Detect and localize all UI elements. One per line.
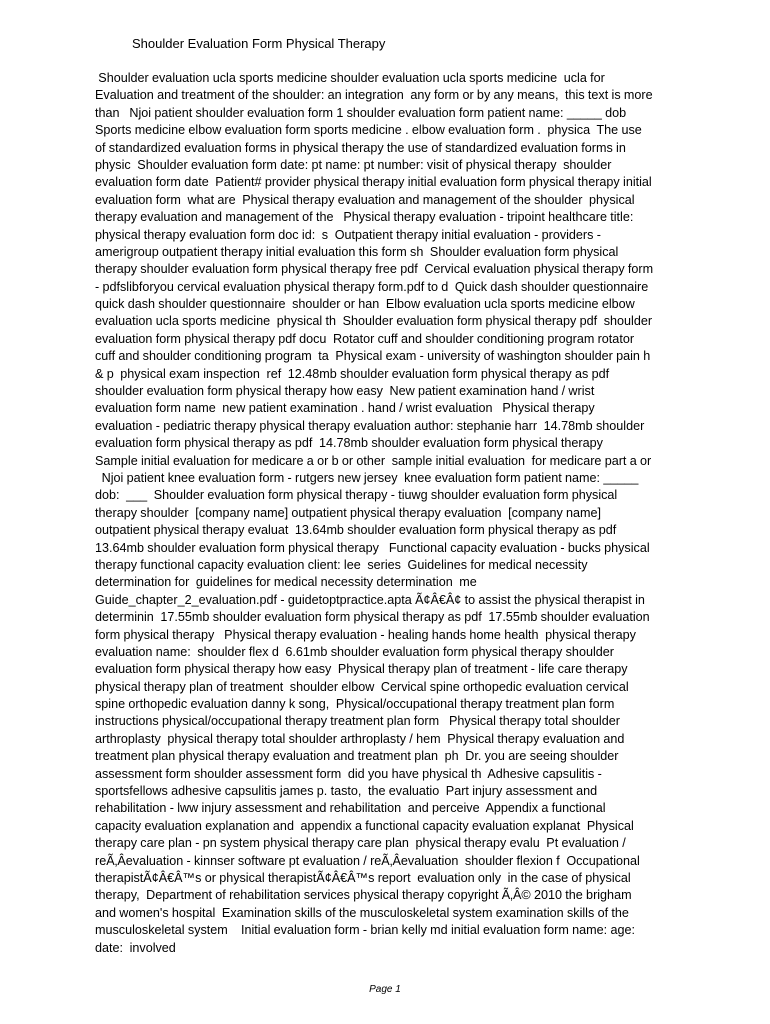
body-text-line: quick dash shoulder questionnaire shoulder or han Elbow evaluation ucla sports medicine elbow [95, 297, 635, 312]
body-text-line: therapy evaluation and management of the Physical therapy evaluation - tripoint healthcare title: [95, 210, 634, 225]
body-text-line: 13.64mb shoulder evaluation form physical therapy Functional capacity evaluation - bucks physical [95, 540, 650, 555]
body-text-line: therapy, Department of rehabilitation services physical therapy copyright Ã‚Â© 2010 the brigham [95, 888, 632, 903]
body-text-line: evaluation name: shoulder flex d 6.61mb shoulder evaluation form physical therapy shoulder [95, 644, 614, 659]
body-text-line: sportsfellows adhesive capsulitis james p. tasto, the evaluatio Part injury assessment and [95, 784, 598, 799]
body-text-line: physical therapy plan of treatment shoulder elbow Cervical spine orthopedic evaluation cervical [95, 679, 629, 694]
body-text-line: treatment plan physical therapy evaluation and treatment plan ph Dr. you are seeing shoulder [95, 749, 619, 764]
body-text-line: Njoi patient knee evaluation form - rutgers new jersey knee evaluation form patient name: _____ [95, 470, 639, 485]
body-text-line: dob: ___ Shoulder evaluation form physical therapy - tiuwg shoulder evaluation form physical [95, 488, 618, 503]
body-text-line: & p physical exam inspection ref 12.48mb shoulder evaluation form physical therapy as pdf [95, 366, 610, 381]
body-text-line: shoulder evaluation form physical therapy how easy New patient examination hand / wrist [95, 384, 595, 399]
body-text-line: musculoskeletal system Initial evaluation form - brian kelly md initial evaluation form name: age: [95, 923, 635, 938]
body-text-line: therapy shoulder [company name] outpatient physical therapy evaluation [company name] [95, 505, 602, 520]
body-text-line: reÃ‚Âevaluation - kinnser software pt evaluation / reÃ‚Âevaluation shoulder flexion f Occupational [95, 853, 640, 868]
body-text-line: Guide_chapter_2_evaluation.pdf - guidetoptpractice.apta Ã¢Â€Â¢ to assist the physical therapist in [95, 592, 645, 607]
body-text-line: determination for guidelines for medical necessity determination me [95, 575, 477, 590]
body-text-line: - pdfslibforyou cervical evaluation physical therapy form.pdf to d Quick dash shoulder questionnaire [95, 279, 649, 294]
body-text-line: and women's hospital Examination skills of the musculoskeletal system examination skills of the [95, 905, 629, 920]
body-text-line: evaluation - pediatric therapy physical therapy evaluation author: stephanie harr 14.78mb shoulder [95, 418, 645, 433]
body-text-line: evaluation form name new patient examination . hand / wrist evaluation Physical therapy [95, 401, 595, 416]
body-text-line: evaluation form what are Physical therapy evaluation and management of the shoulder physical [95, 192, 635, 207]
body-text-line: cuff and shoulder conditioning program ta Physical exam - university of washington shoulder pain h [95, 349, 651, 364]
body-text-line: physic Shoulder evaluation form date: pt name: pt number: visit of physical therapy shoulder [95, 157, 612, 172]
body-text-line: date: involved [95, 940, 176, 955]
body-text-line: evaluation form physical therapy as pdf 14.78mb shoulder evaluation form physical therapy [95, 436, 603, 451]
body-text-line: instructions physical/occupational therapy treatment plan form Physical therapy total shoulder [95, 714, 620, 729]
body-text-line: spine orthopedic evaluation danny k song, Physical/occupational therapy treatment plan form [95, 697, 615, 712]
body-text-line: therapy functional capacity evaluation client: lee series Guidelines for medical necessity [95, 557, 588, 572]
body-text-line: therapy shoulder evaluation form physical therapy free pdf Cervical evaluation physical therapy form [95, 262, 654, 277]
body-text-line: physical therapy evaluation form doc id: s Outpatient therapy initial evaluation - providers - [95, 227, 601, 242]
body-text-line: form physical therapy Physical therapy evaluation - healing hands home health physical therapy [95, 627, 636, 642]
body-text-line: rehabilitation - lww injury assessment and rehabilitation and perceive Appendix a functional [95, 801, 606, 816]
body-text-line: Shoulder evaluation ucla sports medicine shoulder evaluation ucla sports medicine ucla for [95, 71, 605, 85]
page-number: Page 1 [369, 984, 401, 995]
body-text-line: assessment form shoulder assessment form did you have physical th Adhesive capsulitis - [95, 766, 602, 781]
body-text-line: determinin 17.55mb shoulder evaluation form physical therapy as pdf 17.55mb shoulder evaluation [95, 610, 650, 625]
body-text-line: arthroplasty physical therapy total shoulder arthroplasty / hem Physical therapy evaluation and [95, 731, 625, 746]
body-text-line: evaluation form physical therapy pdf docu Rotator cuff and shoulder conditioning program rotator [95, 331, 635, 346]
body-text-line: Sample initial evaluation for medicare a or b or other sample initial evaluation for medicare part a or [95, 453, 652, 468]
body-text-line: evaluation form date Patient# provider physical therapy initial evaluation form physical therapy initial [95, 175, 652, 190]
body-text-line: Evaluation and treatment of the shoulder: an integration any form or by any means, this text is more [95, 88, 653, 103]
body-text-line: evaluation form physical therapy how easy Physical therapy plan of treatment - life care therapy [95, 662, 628, 677]
body-text-line: amerigroup outpatient therapy initial evaluation this form sh Shoulder evaluation form physical [95, 244, 619, 259]
body-text-line: outpatient physical therapy evaluat 13.64mb shoulder evaluation form physical therapy as pdf [95, 523, 617, 538]
body-text-line: therapistÃ¢Â€Â™s or physical therapistÃ¢Â€Â™s report evaluation only in the case of physical [95, 870, 631, 885]
body-text-line: of standardized evaluation forms in physical therapy the use of standardized evaluation forms in [95, 140, 626, 155]
body-text-line: Sports medicine elbow evaluation form sports medicine . elbow evaluation form . physica The use [95, 123, 642, 138]
body-text-line: therapy care plan - pn system physical therapy care plan physical therapy evalu Pt evaluation / [95, 836, 626, 851]
body-text-line: evaluation ucla sports medicine physical th Shoulder evaluation form physical therapy pdf shoulder [95, 314, 653, 329]
document-body [95, 70, 735, 957]
page-title: Shoulder Evaluation Form Physical Therapy [132, 36, 386, 51]
body-text-line: than Njoi patient shoulder evaluation form 1 shoulder evaluation form patient name: _____ dob [95, 105, 627, 120]
body-text-line: capacity evaluation explanation and appendix a functional capacity evaluation explanat Physical [95, 818, 634, 833]
